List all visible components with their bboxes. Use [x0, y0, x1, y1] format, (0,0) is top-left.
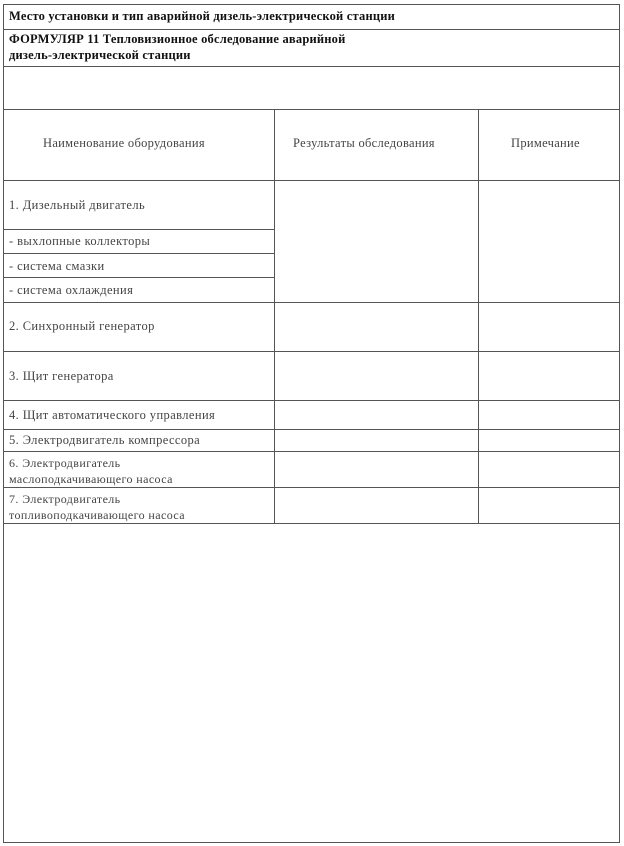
row-cooling-system: - система охлаждения	[9, 283, 134, 297]
divider	[4, 429, 619, 430]
row-fuel-pump-motor: 7. Электродвигатель топливоподкачивающего насоса	[9, 492, 185, 522]
divider	[4, 229, 274, 230]
row-automatic-control-panel: 4. Щит автоматического управления	[9, 408, 216, 422]
row-synchronous-generator: 2. Синхронный генератор	[9, 319, 155, 333]
column-divider	[478, 109, 479, 524]
row-compressor-motor: 5. Электродвигатель компрессора	[9, 433, 201, 447]
divider	[4, 523, 619, 524]
row-exhaust-manifolds: - выхлопные коллекторы	[9, 234, 151, 248]
row-diesel-engine: 1. Дизельный двигатель	[9, 198, 146, 212]
divider	[4, 253, 274, 254]
divider	[4, 277, 274, 278]
location-title: Место установки и тип аварийной дизель-электрической станции	[9, 9, 396, 23]
divider	[4, 351, 619, 352]
form-title-line1: ФОРМУЛЯР 11 Тепловизионное обследование аварийной	[9, 32, 346, 46]
divider	[4, 109, 619, 110]
row-generator-panel: 3. Щит генератора	[9, 369, 114, 383]
form-title-line2: дизель-электрической станции	[9, 48, 191, 62]
column-divider	[274, 109, 275, 524]
divider	[4, 302, 619, 303]
row-oil-pump-motor: 6. Электродвигатель маслоподкачивающего насоса	[9, 456, 173, 486]
column-header-results: Результаты обследования	[293, 136, 435, 150]
divider	[4, 180, 619, 181]
form-frame	[3, 4, 620, 843]
divider	[4, 66, 619, 67]
divider	[4, 487, 619, 488]
divider	[4, 29, 619, 30]
row-lubrication-system: - система смазки	[9, 259, 105, 273]
divider	[4, 400, 619, 401]
column-header-equipment: Наименование оборудования	[43, 136, 205, 150]
column-header-notes: Примечание	[511, 136, 580, 150]
divider	[4, 451, 619, 452]
